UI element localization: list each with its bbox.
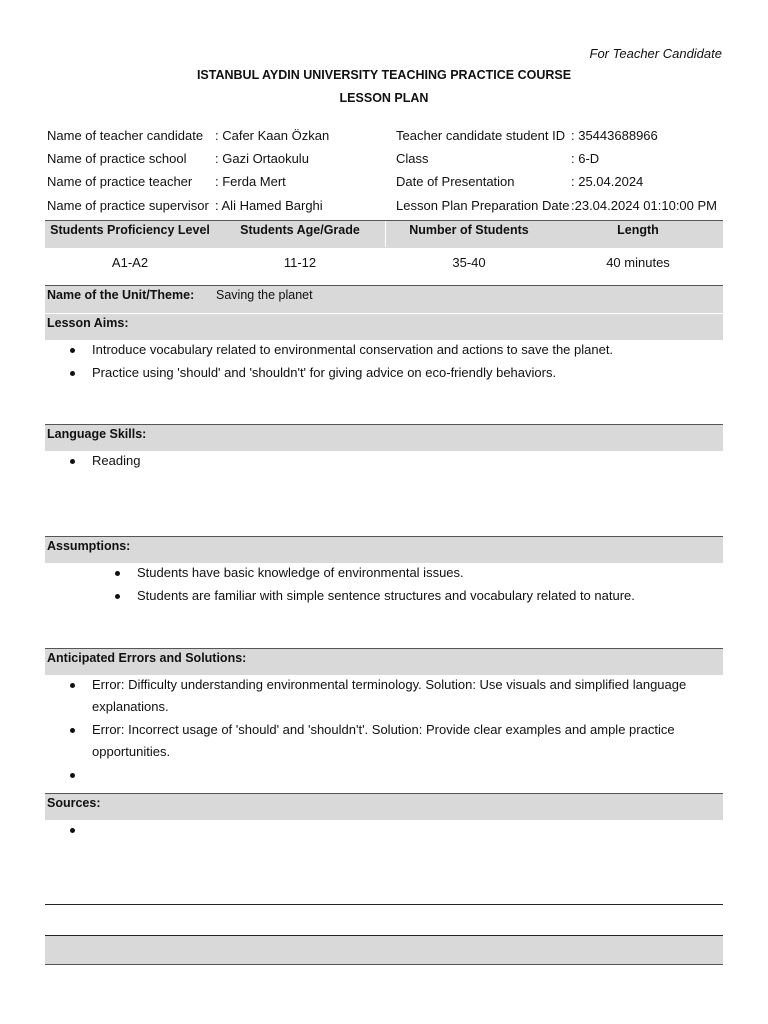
bullet-dot <box>70 459 75 464</box>
info-value: : 25.04.2024 <box>571 174 644 189</box>
error-item-line: explanations. <box>92 699 169 714</box>
info-label: Name of practice teacher <box>47 174 193 189</box>
aim-item: Introduce vocabulary related to environmental conservation and actions to save the planet. <box>92 342 614 357</box>
divider-line <box>45 904 723 905</box>
info-value: : Ali Hamed Barghi <box>215 198 323 213</box>
value-number-students: 35-40 <box>452 255 486 270</box>
language-skills-band <box>45 424 723 451</box>
document-subtitle: LESSON PLAN <box>339 91 429 105</box>
lesson-aims-band <box>45 313 723 340</box>
header-age-grade: Students Age/Grade <box>240 223 360 237</box>
for-teacher-candidate-note: For Teacher Candidate <box>589 46 722 61</box>
bullet-dot <box>70 348 75 353</box>
language-skills-label: Language Skills: <box>47 427 147 441</box>
sources-band <box>45 793 723 820</box>
header-number-students: Number of Students <box>409 223 529 237</box>
info-label: Name of practice school <box>47 151 187 166</box>
bullet-dot <box>115 594 120 599</box>
bullet-dot <box>70 683 75 688</box>
info-value: : 6-D <box>571 151 600 166</box>
aim-item: Practice using 'should' and 'shouldn't' for giving advice on eco-friendly behaviors. <box>92 365 557 380</box>
bullet-dot <box>115 571 120 576</box>
value-proficiency: A1-A2 <box>111 255 149 270</box>
bullet-dot <box>70 371 75 376</box>
info-label: Teacher candidate student ID <box>396 128 566 143</box>
value-age-grade: 11-12 <box>283 255 317 270</box>
bullet-dot <box>70 773 75 778</box>
empty-band <box>45 935 723 965</box>
info-label: Lesson Plan Preparation Date <box>396 198 570 213</box>
info-value: : Gazi Ortaokulu <box>215 151 309 166</box>
value-length: 40 minutes <box>606 255 670 270</box>
info-label: Name of practice supervisor <box>47 198 209 213</box>
skill-item: Reading <box>92 453 141 468</box>
errors-label: Anticipated Errors and Solutions: <box>47 651 247 665</box>
header-length: Length <box>617 223 659 237</box>
info-value: : Cafer Kaan Özkan <box>215 128 330 143</box>
info-label: Date of Presentation <box>396 174 515 189</box>
info-label: Class <box>396 151 429 166</box>
assumptions-label: Assumptions: <box>47 539 131 553</box>
assumptions-band <box>45 536 723 563</box>
info-value: : 35443688966 <box>571 128 658 143</box>
column-divider <box>385 221 386 247</box>
unit-theme-label: Name of the Unit/Theme: <box>47 288 195 302</box>
bullet-dot <box>70 828 75 833</box>
document-title: ISTANBUL AYDIN UNIVERSITY TEACHING PRACTICE COURSE <box>196 68 572 82</box>
error-item-line: Error: Difficulty understanding environmental terminology. Solution: Use visuals and simplified language <box>92 677 687 692</box>
bullet-dot <box>70 728 75 733</box>
lesson-aims-label: Lesson Aims: <box>47 316 129 330</box>
error-item-line: Error: Incorrect usage of 'should' and 'shouldn't'. Solution: Provide clear examples and ample practice <box>92 722 675 737</box>
assumption-item: Students are familiar with simple sentence structures and vocabulary related to nature. <box>137 588 635 603</box>
error-item-line: opportunities. <box>92 744 171 759</box>
assumption-item: Students have basic knowledge of environmental issues. <box>137 565 464 580</box>
unit-theme-value: Saving the planet <box>216 288 313 302</box>
sources-label: Sources: <box>47 796 101 810</box>
info-value: : Ferda Mert <box>215 174 286 189</box>
info-label: Name of teacher candidate <box>47 128 204 143</box>
info-value: :23.04.2024 01:10:00 PM <box>571 198 718 213</box>
header-proficiency: Students Proficiency Level <box>50 223 210 237</box>
